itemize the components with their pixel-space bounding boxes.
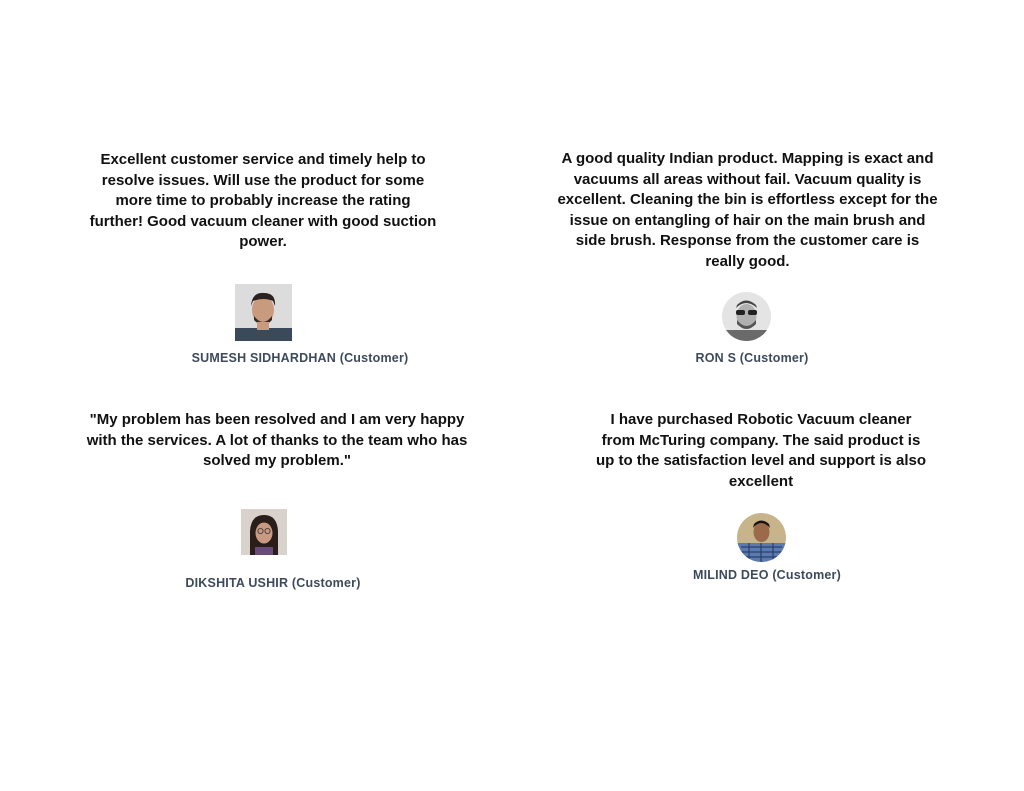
avatar-sumesh	[235, 284, 292, 341]
person-photo-icon	[722, 292, 771, 341]
avatar-dikshita	[241, 509, 287, 555]
customer-name-text: DIKSHITA USHIR	[185, 576, 289, 590]
testimonial-quote: "My problem has been resolved and I am very happy with the services. A lot of thanks to the team who has solved my problem."	[86, 411, 468, 469]
testimonial-quote: A good quality Indian product. Mapping is exact and vacuums all areas without fail. Vacuum quality is excellent. Cleaning the bin is effortless except for the issue on entangling of hair on the main brush and side brush. Response from the customer care is really good.	[557, 150, 938, 270]
customer-name-text: RON S	[695, 351, 737, 365]
customer-role: (Customer)	[339, 351, 409, 365]
customer-role: (Customer)	[772, 568, 841, 582]
avatar-ron	[722, 292, 771, 341]
testimonial-quote: Excellent customer service and timely help to resolve issues. Will use the product for some more time to probably increase the rating further! Good vacuum cleaner with good suction power.	[89, 151, 437, 250]
customer-name	[120, 351, 480, 365]
customer-role: (Customer)	[739, 351, 809, 365]
customer-name	[587, 568, 947, 582]
customer-name	[93, 576, 453, 590]
testimonial-quote: I have purchased Robotic Vacuum cleaner from McTuring company. The said product is up to the satisfaction level and support is also excellent	[595, 411, 927, 490]
customer-name-text: MILIND DEO	[693, 568, 769, 582]
avatar-milind	[737, 513, 786, 562]
person-photo-icon	[241, 509, 287, 555]
customer-name-text: SUMESH SIDHARDHAN	[191, 351, 337, 365]
customer-role: (Customer)	[291, 576, 361, 590]
person-photo-icon	[235, 284, 292, 341]
person-photo-icon	[737, 513, 786, 562]
customer-name	[572, 351, 932, 365]
